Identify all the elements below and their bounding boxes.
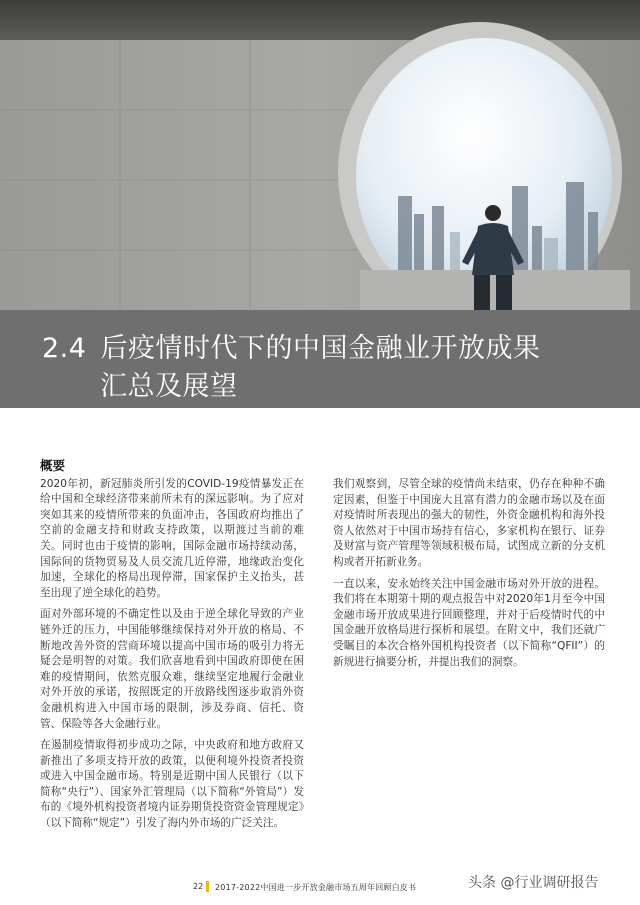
watermark: 头条 @行业调研报告: [468, 875, 599, 891]
left-column: [40, 458, 304, 838]
paragraph: 在遏制疫情取得初步成功之际，中央政府和地方政府又新推出了多项支持开放的政策，以便利境外投资者投资或进入中国金融市场。特别是近期中国人民银行（以下简称“央行”）、国家外汇管理局（以下简称“外管局”）发布的《境外机构投资者境内证券期货投资资金管理规定》（以下简称“规定”）引发了海内外市场的广泛关注。: [40, 739, 304, 830]
paragraph: 面对外部环境的不确定性以及由于逆全球化导致的产业链外迁的压力，中国能够继续保持对外开放的格局、不断地改善外资的营商环境以提高中国市场的吸引力将无疑会是明智的对策。我们欣喜地看到中国政府即使在困难的疫情期间，依然克服众难，继续坚定地履行金融业对外开放的承诺，按照既定的开放路线图逐步取消外资金融机构进入中国市场的限制，涉及券商、信托、资管、保险等各大金融行业。: [40, 608, 304, 730]
section-title-line2: 汇总及展望: [100, 371, 238, 402]
overview-heading: 概要: [40, 458, 66, 473]
section-title-line1: [42, 326, 622, 365]
footer-accent-bar: [206, 881, 209, 892]
section-title-band: [0, 310, 640, 408]
right-column: [333, 477, 605, 676]
section-number: 2.4: [42, 333, 87, 364]
footer-title: 2017-2022中国进一步开放金融市场五周年回顾白皮书: [215, 883, 417, 892]
circular-window-illustration: [0, 0, 640, 312]
section-title-text: 后疫情时代下的中国金融业开放成果: [100, 333, 541, 364]
paragraph: 一直以来，安永始终关注中国金融市场对外开放的进程。我们将在本期第十期的观点报告中对2020年1月至今中国金融市场开放成果进行回顾整理，并对于后疫情时代的中国金融开放格局进行探析和展望。在附文中，我们还就广受瞩目的本次合格外国机构投资者（以下简称“QFII”）的新规进行摘要分析，并提出我们的洞察。: [333, 577, 605, 668]
page-number: 22: [193, 882, 204, 891]
hero-image: [0, 0, 640, 312]
paragraph: 我们观察到，尽管全球的疫情尚未结束，仍存在种种不确定因素，但鉴于中国庞大且富有潜力的金融市场以及在面对疫情时所表现出的强大的韧性，外资金融机构和海外投资人依然对于中国市场持有信心，多家机构在银行、证券及财富与资产管理等领域积极布局，试图成立新的分支机构或者开拓新业务。: [333, 478, 605, 568]
paragraph: 2020年初，新冠肺炎所引发的COVID-19疫情暴发正在给中国和全球经济带来前所未有的深远影响。为了应对突如其来的疫情所带来的负面冲击，各国政府均推出了空前的金融支持和财政支持政策，以期渡过当前的难关。同时也由于疫情的影响，国际金融市场持续动荡，国际间的货物贸易及人员交流几近停滞，地缘政治变化加速，全球化的格局出现停滞，国家保护主义抬头，甚至出现了逆全球化的趋势。: [40, 477, 304, 599]
